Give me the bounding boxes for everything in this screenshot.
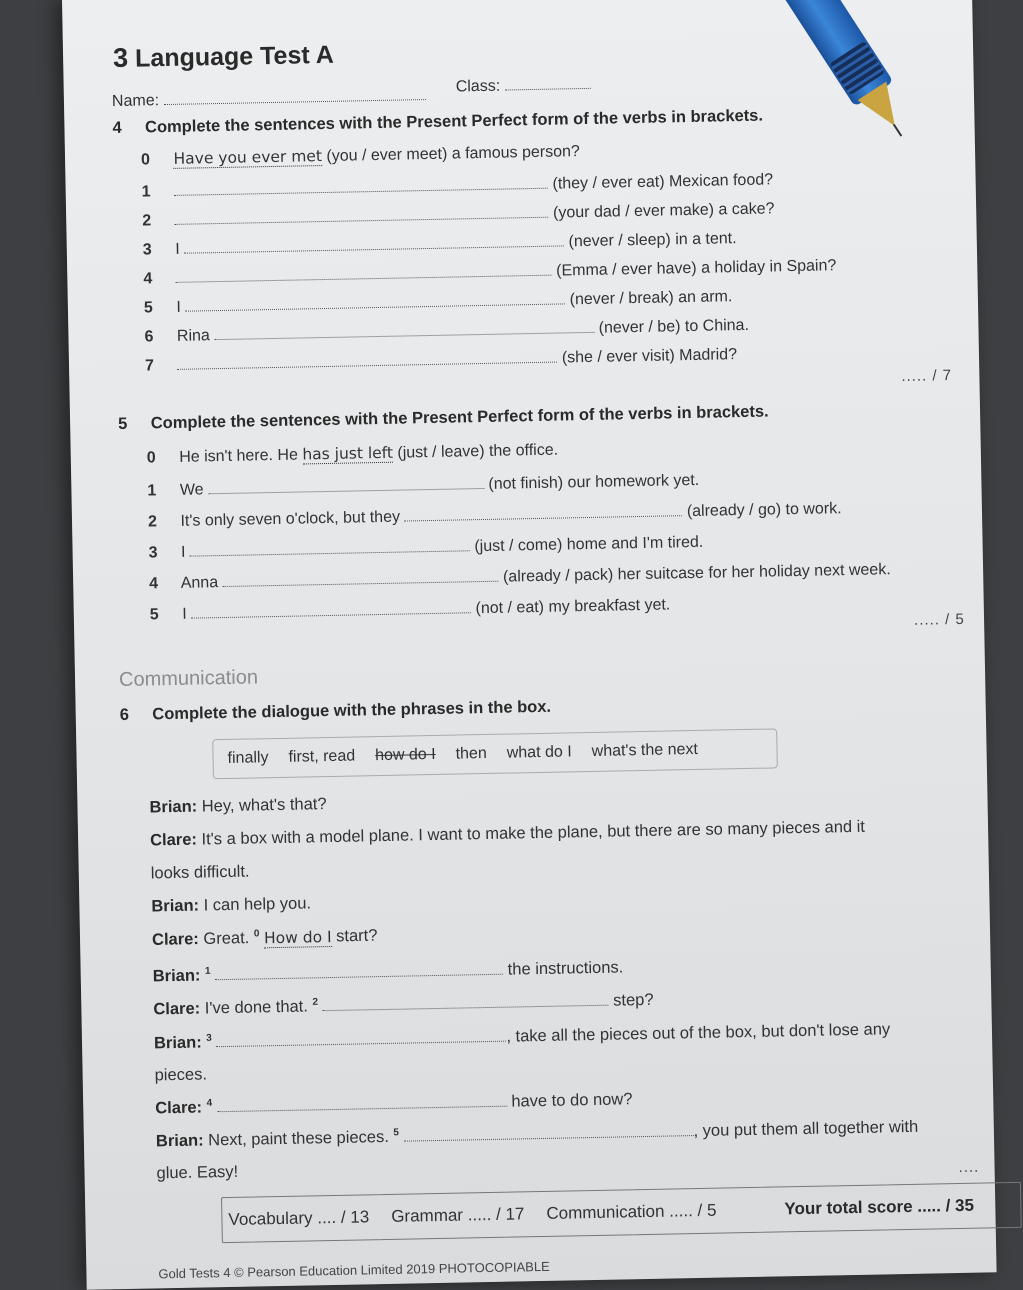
ex6-instruction: [120, 698, 552, 725]
answer-blank[interactable]: [404, 501, 682, 521]
ex4-example-answer: Have you ever met: [173, 147, 323, 168]
class-blank[interactable]: [504, 74, 590, 91]
ex5-text: Complete the sentences with the Present Perfect form of the verbs in brackets.: [150, 402, 769, 433]
ex5-example-number: 0: [146, 449, 156, 467]
item-prefix: I: [182, 605, 187, 623]
speaker: Brian:: [152, 966, 201, 986]
ex4-example-rest: (you / ever meet) a famous person?: [326, 143, 580, 165]
item-prefix: We: [179, 481, 204, 499]
line-text: step?: [613, 990, 654, 1010]
dialogue-line-8: [155, 1089, 633, 1118]
ex6-number: 6: [119, 705, 130, 725]
speaker: Clare:: [155, 1098, 203, 1118]
class-label: Class:: [455, 77, 501, 96]
phrase-item: what do I: [506, 743, 572, 762]
ex5-example-rest: (just / leave) the office.: [397, 441, 559, 462]
ex5-item-1: [147, 470, 699, 501]
gap-number: 2: [312, 996, 319, 1008]
ex4-item-3: [143, 228, 737, 259]
line-text: Great.: [203, 929, 250, 948]
dialogue-line-4: [152, 926, 378, 950]
item-number: 2: [147, 513, 158, 531]
item-hint: (already / pack) her suitcase for her holiday next week.: [502, 561, 891, 586]
phrase-item: what's the next: [591, 740, 699, 760]
ex5-instruction: [118, 403, 769, 434]
item-prefix: I: [180, 543, 186, 561]
ex4-item-6: [144, 315, 749, 347]
answer-blank[interactable]: [177, 348, 557, 370]
ex4-instruction: [112, 107, 763, 138]
item-number: 3: [148, 544, 158, 562]
item-prefix: I: [175, 240, 180, 258]
total-score: Your total score ..... / 35: [784, 1195, 975, 1219]
line-text: I've done that.: [204, 997, 309, 1018]
ex6-score: ....: [958, 1158, 980, 1177]
speaker: Clare:: [151, 930, 200, 949]
answer-blank[interactable]: [222, 567, 498, 587]
copyright-footer: Gold Tests 4 © Pearson Education Limited 2019 PHOTOCOPIABLE: [158, 1258, 550, 1282]
ex4-item-7: [145, 344, 737, 375]
communication-score: Communication ..... / 5: [546, 1200, 717, 1223]
communication-heading: Communication: [118, 666, 259, 692]
speaker: Clare:: [153, 999, 201, 1019]
ex5-example-prefix: He isn't here. He: [179, 446, 299, 466]
item-hint: (never / break) an arm.: [569, 288, 733, 309]
item-number: 7: [144, 357, 155, 375]
ex4-example: [141, 142, 580, 169]
gap-number: 3: [206, 1032, 212, 1044]
ex5-example: [147, 441, 559, 468]
answer-blank[interactable]: [208, 474, 484, 494]
ex4-example-number: 0: [140, 151, 151, 169]
answer-blank[interactable]: [184, 231, 564, 253]
item-prefix: Rina: [176, 327, 210, 345]
unit-number: 3: [112, 42, 129, 74]
answer-blank[interactable]: [191, 598, 471, 618]
answer-blank[interactable]: [176, 261, 552, 283]
ex4-score: ..... / 7: [901, 366, 953, 385]
ex4-item-4: [143, 255, 836, 288]
ex4-number: 4: [112, 118, 122, 138]
name-field[interactable]: [112, 85, 426, 111]
gap-number: 5: [393, 1127, 400, 1139]
speaker: Brian:: [153, 1033, 202, 1053]
vocabulary-score: Vocabulary .... / 13: [228, 1207, 370, 1230]
phrase-item: first, read: [288, 747, 356, 766]
item-number: 5: [149, 606, 159, 624]
answer-blank[interactable]: [322, 991, 608, 1011]
item-number: 2: [142, 212, 152, 230]
phrase-item: finally: [227, 749, 269, 767]
dialogue-line-7: [154, 1019, 890, 1053]
line-text: Hey, what's that?: [201, 795, 327, 816]
answer-blank[interactable]: [190, 536, 470, 556]
answer-blank[interactable]: [216, 1027, 506, 1048]
item-prefix: Anna: [180, 574, 219, 592]
answer-blank[interactable]: [175, 203, 549, 225]
dialogue-line-6: [153, 990, 654, 1020]
item-prefix: It's only seven o'clock, but they: [180, 508, 401, 530]
ex4-item-5: [144, 286, 733, 317]
example-answer: How do I: [263, 927, 332, 947]
ex4-text: Complete the sentences with the Present Perfect form of the verbs in brackets.: [144, 106, 764, 137]
dialogue-line-9: [156, 1117, 919, 1152]
item-hint: (not finish) our homework yet.: [488, 471, 700, 493]
answer-blank[interactable]: [214, 318, 594, 340]
worksheet-page: [62, 0, 997, 1290]
class-field[interactable]: [456, 74, 591, 97]
answer-blank[interactable]: [217, 1092, 507, 1113]
item-hint: (she / ever visit) Madrid?: [561, 346, 738, 367]
line-text: start?: [336, 926, 378, 946]
dialogue-line-1: [149, 795, 326, 817]
ex4-item-1: [141, 169, 773, 201]
dialogue-line-3: [151, 894, 311, 916]
item-prefix: I: [176, 298, 181, 316]
line-text: , take all the pieces out of the box, but don't lose any: [506, 1020, 891, 1046]
item-hint: (not / eat) my breakfast yet.: [475, 596, 671, 618]
item-hint: (Emma / ever have) a holiday in Spain?: [556, 257, 837, 280]
item-number: 4: [149, 575, 159, 593]
item-number: 1: [147, 482, 157, 500]
answer-blank[interactable]: [403, 1121, 693, 1142]
grammar-score: Grammar ..... / 17: [391, 1204, 525, 1226]
ex5-number: 5: [117, 414, 128, 433]
dialogue-line-2: [150, 818, 865, 851]
ex6-text: Complete the dialogue with the phrases in the box.: [152, 697, 552, 724]
phrase-box: [212, 728, 778, 779]
name-blank[interactable]: [163, 85, 425, 105]
item-number: 3: [142, 241, 152, 259]
item-hint: (never / be) to China.: [598, 316, 750, 337]
line-text: It's a box with a model plane. I want to make the plane, but there are so many pieces and it: [201, 817, 866, 849]
ex5-item-2: [148, 498, 842, 531]
test-title: [113, 39, 334, 74]
item-hint: (already / go) to work.: [686, 500, 842, 521]
answer-blank[interactable]: [215, 960, 503, 981]
gap-number: 0: [253, 928, 260, 940]
speaker: Brian:: [155, 1131, 204, 1151]
item-hint: (your dad / ever make) a cake?: [552, 200, 775, 222]
line-text: the instructions.: [507, 958, 624, 979]
line-text: have to do now?: [511, 1090, 633, 1111]
ex5-example-answer: has just left: [302, 443, 394, 464]
line-text: Next, paint these pieces.: [208, 1127, 390, 1150]
ex5-item-3: [148, 532, 703, 563]
ex5-item-4: [149, 559, 891, 593]
phrase-item: then: [455, 744, 487, 763]
dialogue-line-5: [153, 957, 624, 986]
item-hint: (just / come) home and I'm tired.: [474, 533, 704, 556]
item-hint: (they / ever eat) Mexican food?: [552, 171, 774, 193]
title-text: Language Test A: [134, 40, 334, 73]
phrase-item-used: how do I: [374, 745, 436, 765]
speaker: Brian:: [151, 896, 200, 916]
ex4-item-2: [142, 198, 775, 230]
dialogue-line-9-cont: glue. Easy!: [156, 1162, 239, 1183]
line-text: I can help you.: [203, 894, 312, 915]
line-text: , you put them all together with: [693, 1117, 919, 1141]
score-totals: [221, 1182, 1022, 1243]
answer-blank[interactable]: [174, 174, 548, 196]
speaker: Clare:: [149, 830, 198, 850]
speaker: Brian:: [149, 797, 198, 817]
item-number: 6: [144, 328, 154, 346]
dialogue-line-7-cont: pieces.: [154, 1065, 208, 1085]
ex5-item-5: [150, 594, 671, 624]
gap-number: 1: [204, 965, 211, 977]
dialogue-line-2-cont: looks difficult.: [150, 862, 250, 883]
answer-blank[interactable]: [185, 289, 565, 311]
item-number: 1: [141, 183, 151, 201]
item-number: 4: [143, 270, 153, 288]
ex5-score: ..... / 5: [913, 610, 965, 629]
gap-number: 4: [206, 1097, 213, 1109]
item-hint: (never / sleep) in a tent.: [568, 230, 737, 251]
name-label: Name:: [111, 92, 160, 111]
item-number: 5: [143, 299, 153, 317]
